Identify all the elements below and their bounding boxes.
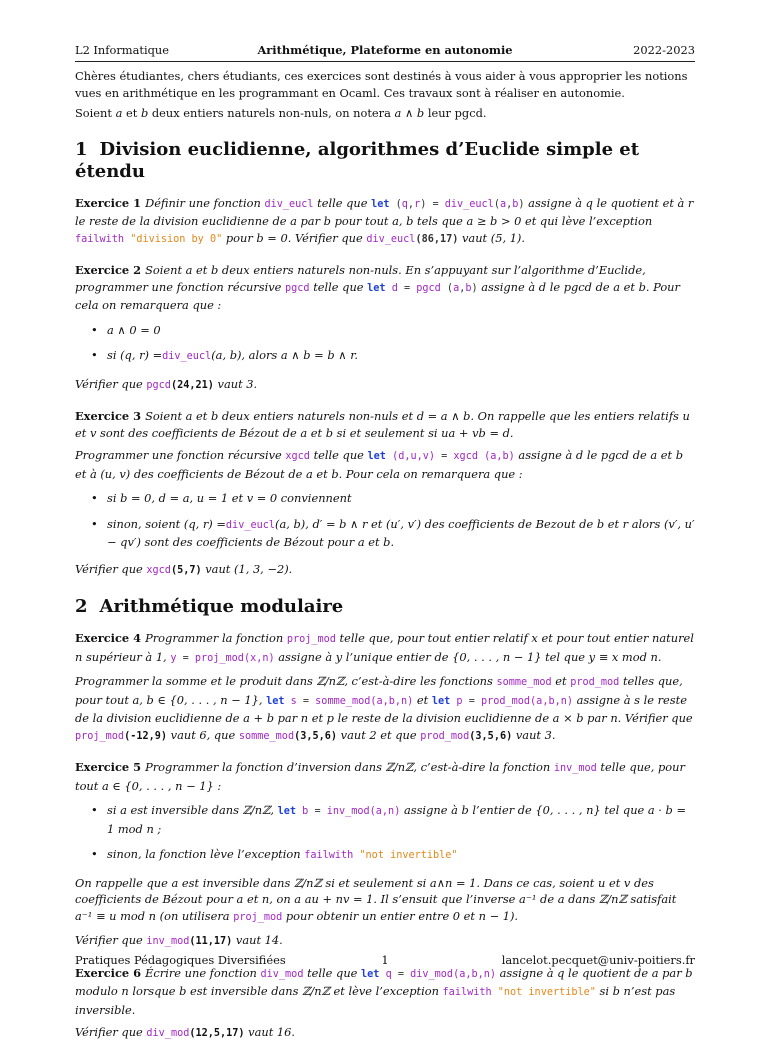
exercise-6-text: Exercice 6 Écrire une fonction div_mod telle que let q = div_mod(a,b,n) assigne à q le quotient de a par b modulo n lorsque b est inversible dans ℤ/nℤ et lève l’exception failwith "not invertible" si b n’est pas inversible.: [75, 965, 693, 1017]
intro-notation: Soient a et b deux entiers naturels non-nuls, on notera a ∧ b leur pgcd.: [75, 106, 487, 120]
exercise-1-text: Exercice 1 Définir une fonction div_eucl telle que let (q,r) = div_eucl(a,b) assigne à q le quotient et à r le reste de la division euclidienne de a par b pour tout a, b tels que a ≥ b > 0 et qui lève l’exception failwith "division by 0" pour b = 0. Vérifier que div_eucl(86,17) vaut (5, 1).: [75, 195, 694, 245]
page-footer: [75, 953, 695, 971]
exercise-4-task: Programmer la somme et le produit dans ℤ/nℤ, c’est-à-dire les fonctions somme_mod et prod_mod telles que, pour tout a, b ∈ {0, . . . , n − 1}, let s = somme_mod(a,b,n) et let p = prod_mod(a,b,n) assigne à s le reste de la division euclidienne de a + b par n et p le reste de la division euclidienne de a × b par n. Vérifier que proj_mod(-12,9) vaut 6, que somme_mod(3,5,6) vaut 2 et que prod_mod(3,5,6) vaut 3.: [75, 674, 693, 742]
exercise-2-check: Vérifier que pgcd(24,21) vaut 3.: [75, 376, 258, 391]
section-heading-2: 2 Arithmétique modulaire: [75, 596, 344, 617]
list-item: • sinon, la fonction lève l’exception failwith "not invertible": [107, 846, 695, 865]
exercise-5-text: Exercice 5 Programmer la fonction d’inversion dans ℤ/nℤ, c’est-à-dire la fonction inv_mod telle que, pour tout a ∈ {0, . . . , n − 1} :: [75, 760, 685, 793]
list-item: • si a est inversible dans ℤ/nℤ, let b = inv_mod(a,n) assigne à b l’entier de {0, . . . , n} tel que a · b = 1 mod n ;: [107, 802, 695, 837]
exercise-5: [75, 759, 695, 951]
section-heading-1: 1 Division euclidienne, algorithmes d’Euclide simple et étendu: [75, 138, 640, 182]
list-item: • a ∧ 0 = 0: [107, 322, 695, 339]
exercise-5-label: Exercice 5: [75, 760, 142, 774]
exercise-6-label: Exercice 6: [75, 965, 142, 980]
page-number: 1: [381, 953, 389, 967]
exercise-3-text: Exercice 3 Soient a et b deux entiers naturels non-nuls et d = a ∧ b. On rappelle que les entiers relatifs u et v sont des coefficients de Bézout de a et b si et seulement si ua + vb = d.: [75, 409, 690, 440]
exercise-5-reminder: On rappelle que a est inversible dans ℤ/nℤ si et seulement si a∧n = 1. Dans ce cas, soient u et v des coefficients de Bézout pour a et n, on a au + nv = 1. Il s’ensuit que l’inverse a⁻¹ de a dans ℤ/nℤ satisfait a⁻¹ ≡ u mod n (on utilisera proj_mod pour obtenir un entier entre 0 et n − 1).: [75, 875, 677, 923]
exercise-1-label: Exercice 1: [75, 195, 142, 210]
exercise-3-list: [75, 490, 695, 551]
exercise-3-label: Exercice 3: [75, 409, 142, 423]
list-item: • si b = 0, d = a, u = 1 et v = 0 conviennent: [107, 490, 695, 507]
header-title: Arithmétique, Plateforme en autonomie: [257, 43, 513, 57]
exercise-2: [75, 262, 695, 394]
exercise-1: [75, 195, 695, 249]
footer-email[interactable]: lancelot.pecquet@univ-poitiers.fr: [501, 953, 695, 967]
header-course: L2 Informatique: [75, 43, 169, 57]
exercise-3: [75, 408, 695, 579]
exercise-2-label: Exercice 2: [75, 263, 142, 277]
exercise-5-check: Vérifier que inv_mod(11,17) vaut 14.: [75, 933, 283, 947]
exercise-5-list: [75, 802, 695, 865]
intro-paragraph: Chères étudiantes, chers étudiants, ces exercices sont destinés à vous aider à vous approprier les notions vues en arithmétique en les programmant en Ocaml. Ces travaux sont à réaliser en autonomie.: [75, 69, 688, 100]
exercise-6-check: Vérifier que div_mod(12,5,17) vaut 16.: [75, 1025, 296, 1039]
document-page: [75, 0, 695, 1039]
exercise-3-task: Programmer une fonction récursive xgcd telle que let (d,u,v) = xgcd (a,b) assigne à d le pgcd de a et b et à (u, v) des coefficients de Bézout de a et b. Pour cela on remarquera que :: [75, 448, 684, 481]
header-year: 2022-2023: [633, 43, 695, 57]
list-item: • sinon, soient (q, r) =div_eucl(a, b), d′ = b ∧ r et (u′, v′) des coefficients de Bezout de b et r alors (v′, u′ − qv′) sont des coefficients de Bézout pour a et b.: [107, 516, 695, 551]
document-body: [75, 68, 695, 1057]
exercise-4: [75, 630, 695, 745]
exercise-2-list: [75, 322, 695, 366]
page-header: [75, 43, 695, 61]
exercise-4-text: Exercice 4 Programmer la fonction proj_mod telle que, pour tout entier relatif x et pour tout entier naturel n supérieur à 1, y = proj_mod(x,n) assigne à y l’unique entier de {0, . . . , n − 1} tel que y ≡ x mod n.: [75, 631, 694, 664]
header-rule: [75, 61, 695, 62]
exercise-4-label: Exercice 4: [75, 631, 142, 645]
exercise-3-check: Vérifier que xgcd(5,7) vaut (1, 3, −2).: [75, 561, 293, 576]
exercise-6: [75, 965, 695, 1043]
exercise-2-text: Exercice 2 Soient a et b deux entiers naturels non-nuls. En s’appuyant sur l’algorithme d’Euclide, programmer une fonction récursive pgcd telle que let d = pgcd (a,b) assigne à d le pgcd de a et b. Pour cela on remarquera que :: [75, 263, 680, 312]
list-item: • si (q, r) =div_eucl(a, b), alors a ∧ b = b ∧ r.: [107, 347, 695, 366]
footer-course-type: Pratiques Pédagogiques Diversifiées: [75, 953, 286, 967]
